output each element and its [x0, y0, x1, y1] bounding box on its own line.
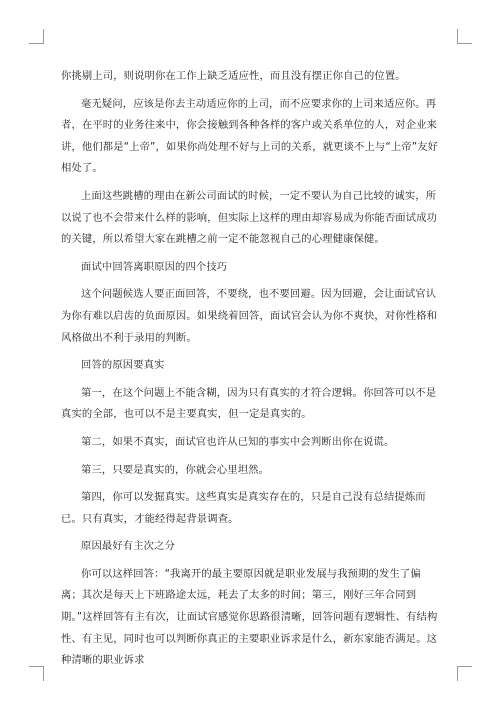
section-heading: 回答的原因要真实: [81, 359, 165, 372]
document-body: [61, 66, 441, 672]
crop-mark-top-left: [29, 29, 44, 44]
paragraph: 第一，在这个问题上不能含糊，因为只有真实的才符合逻辑。你回答可以不是真实的全部，也可以不是主要真实，但一定是真实的。: [61, 386, 437, 421]
paragraph: 上面这些跳槽的理由在新公司面试的时候，一定不要认为自己比较的诚实，所以说了也不会带来什么样的影响，但实际上这样的理由却容易成为你能否面试成功的关键，所以希望大家在跳槽之前一定不能忽视自己的心理健康保健。: [61, 189, 438, 246]
paragraph: 第二，如果不真实，面试官也许从已知的事实中会判断出你在说谎。: [81, 435, 395, 448]
paragraph: 你可以这样回答：“我离开的最主要原因就是职业发展与我预期的发生了偏离；其次是每天上下班路途太远，耗去了太多的时间；第三，刚好三年合同到期。”这样回答有主有次，让面试官感觉你思路很清晰，回答问题有逻辑性、有结构性、有主见，同时也可以判断你真正的主要职业诉求是什么，新东家能否满足。这种清晰的职业诉求: [61, 567, 438, 667]
section-heading: 面试中回答离职原因的四个技巧: [81, 260, 228, 273]
section-heading: 原因最好有主次之分: [81, 540, 176, 553]
crop-mark-bottom-right: [457, 666, 472, 681]
paragraph: 毫无疑问，应该是你去主动适应你的上司，而不应要求你的上司来适应你。再者，在平时的业务往来中，你会接触到各种各样的客户或关系单位的人，对企业来讲，他们都是“上帝”，如果你尚处理不好与上司的关系，就更谈不上与“上帝”友好相处了。: [61, 97, 439, 175]
crop-mark-top-right: [457, 29, 472, 44]
paragraph: 这个问题候选人要正面回答，不要绕，也不要回避。因为回避，会让面试官认为你有难以启齿的负面原因。如果绕着回答，面试官会认为你不爽快，对你性格和风格做出不利于录用的判断。: [61, 288, 438, 344]
crop-mark-bottom-left: [29, 666, 44, 681]
paragraph: 第三，只要是真实的，你就会心里坦然。: [81, 463, 270, 476]
paragraph: 你挑剔上司，则说明你在工作上缺乏适应性，而且没有摆正你自己的位置。: [61, 70, 406, 82]
paragraph: 第四，你可以发掘真实。这些真实是真实存在的，只是自己没有总结提炼而已。只有真实，才能经得起背景调查。: [61, 491, 426, 525]
